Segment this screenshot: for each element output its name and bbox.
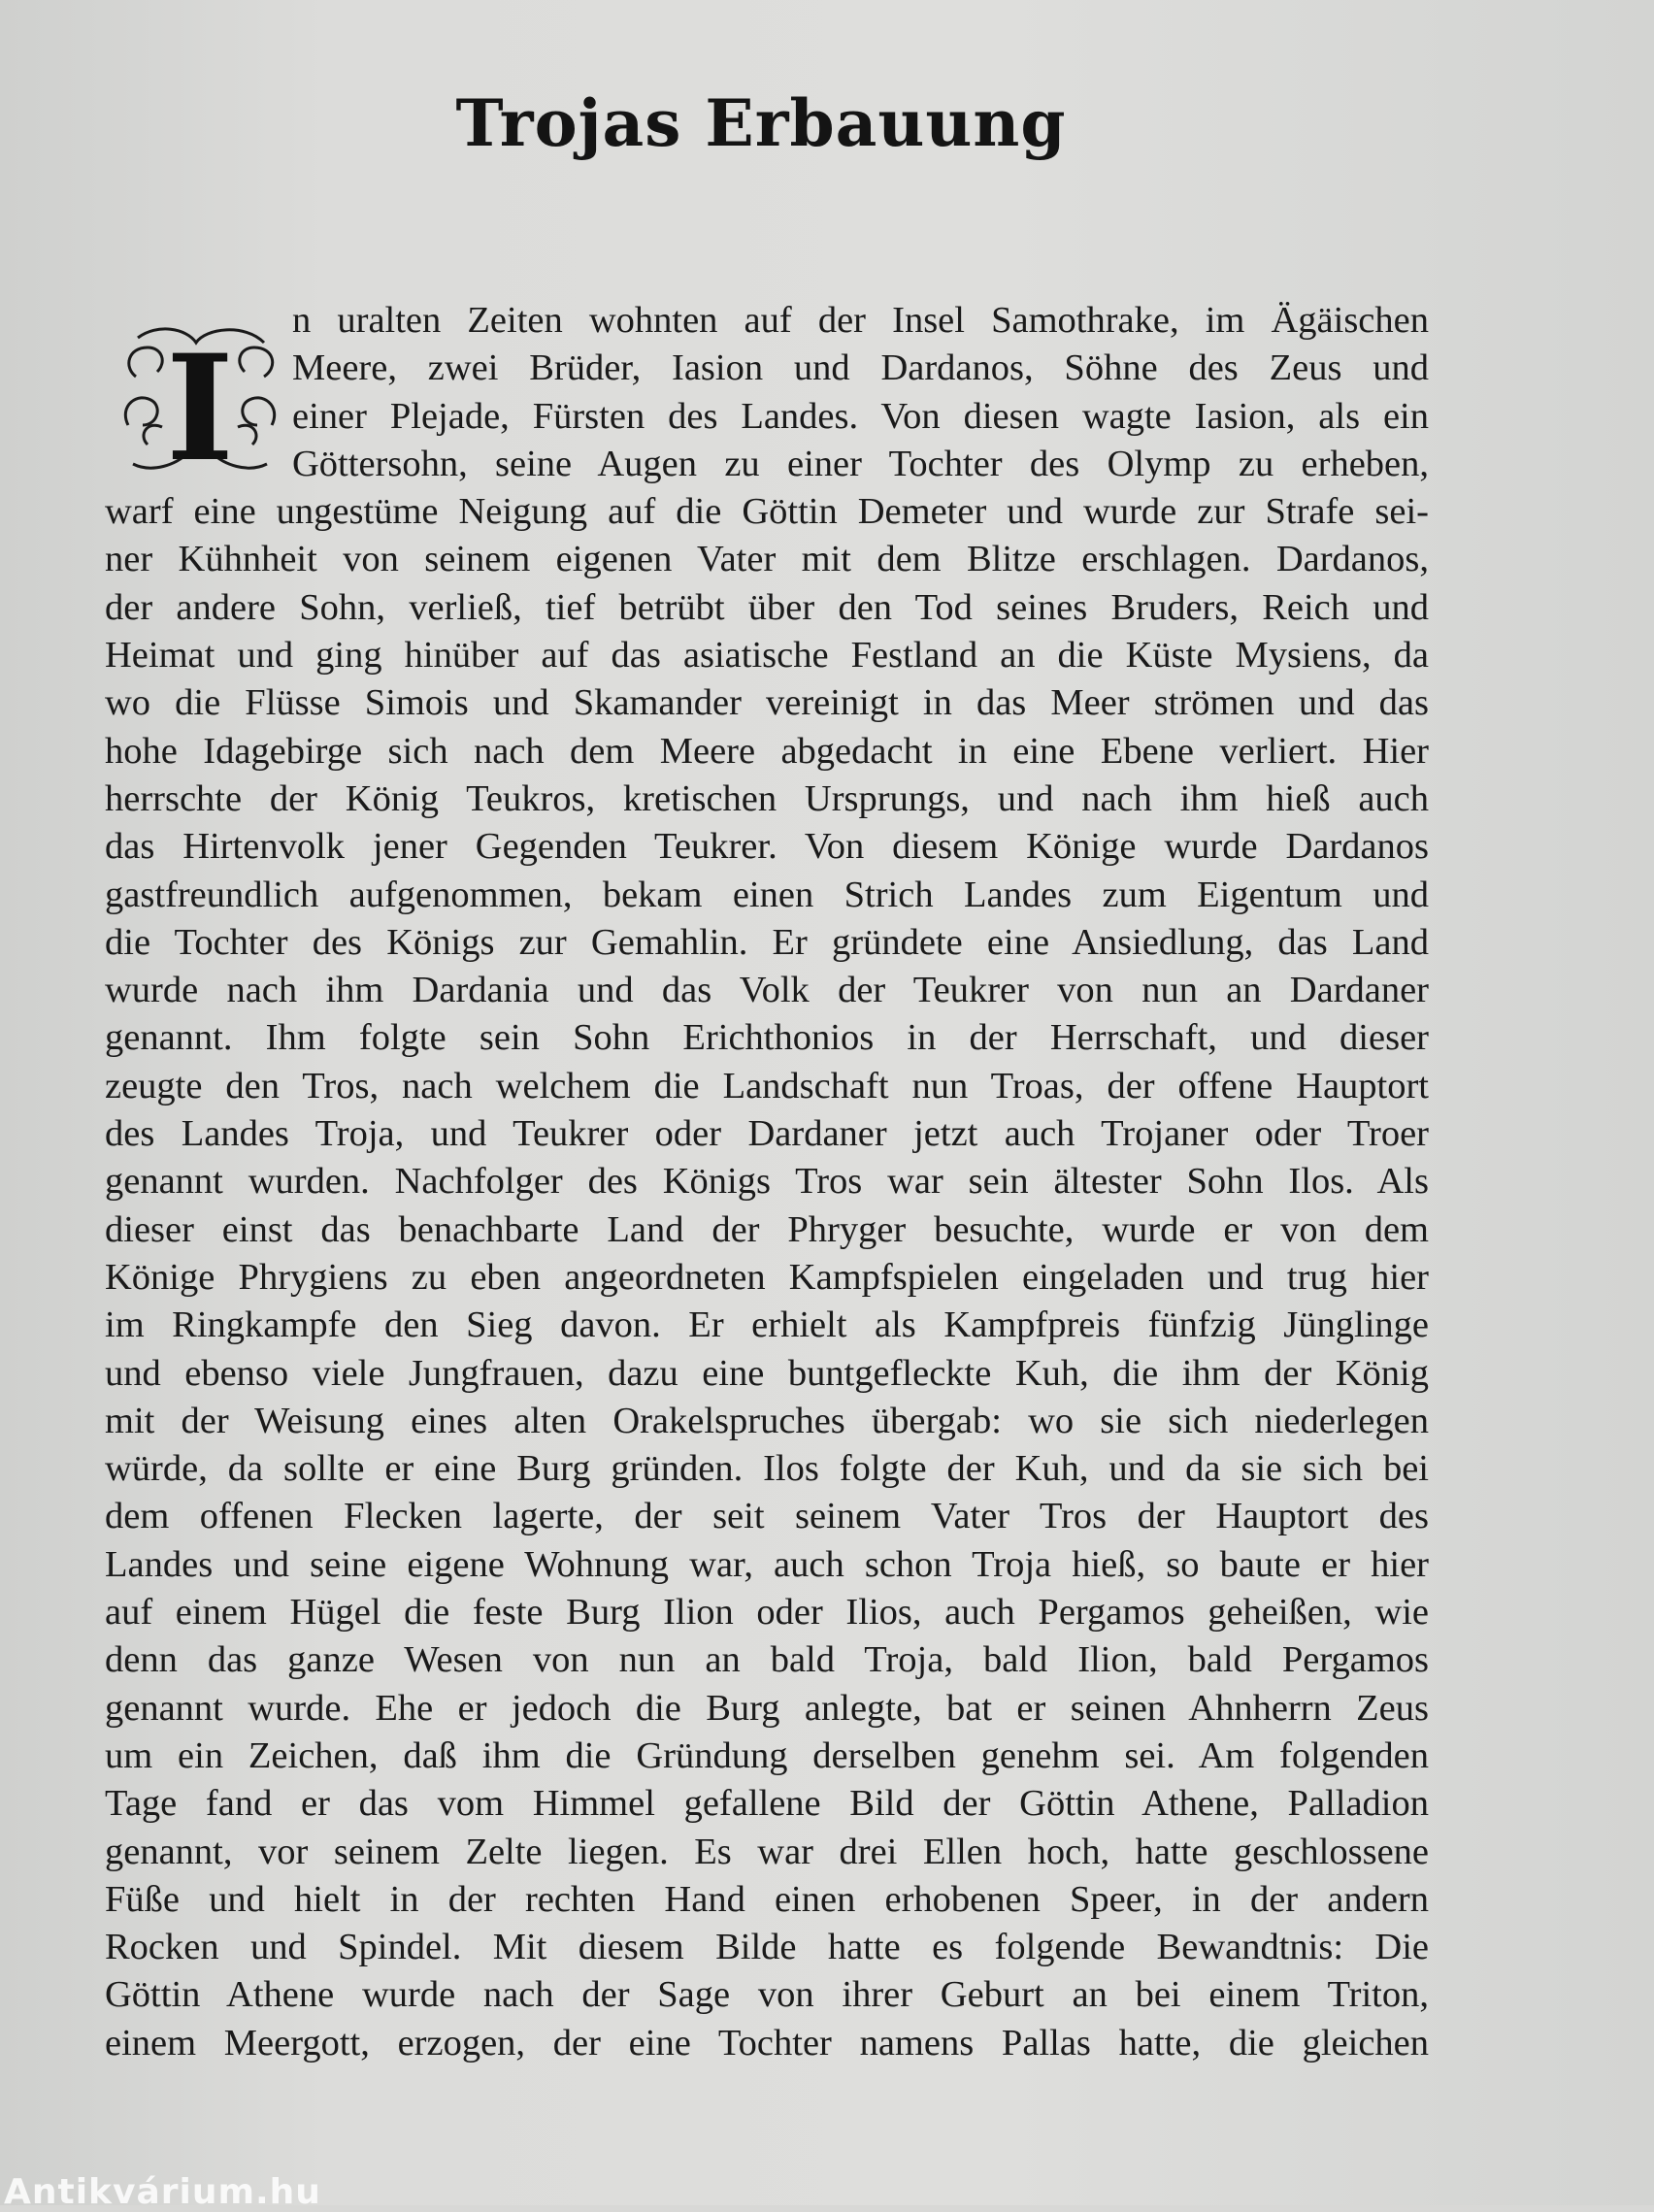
body-text [105, 297, 1429, 2067]
text-line: und ebenso viele Jungfrauen, dazu eine buntgefleckte Kuh, die ihm der König [105, 1352, 1429, 1394]
text-line: Heimat und ging hinüber auf das asiatische Festland an die Küste Mysiens, da [105, 635, 1429, 677]
text-line: Göttersohn, seine Augen zu einer Tochter des Olymp zu erheben, [292, 443, 1429, 484]
text-line: warf eine ungestüme Neigung auf die Göttin Demeter und wurde zur Strafe sei- [105, 491, 1429, 533]
text-line: Tage fand er das vom Himmel gefallene Bild der Göttin Athene, Palladion [105, 1783, 1429, 1825]
text-line: Füße und hielt in der rechten Hand einen erhobenen Speer, in der andern [105, 1878, 1429, 1920]
text-line: zeugte den Tros, nach welchem die Landschaft nun Troas, der offene Hauptort [105, 1065, 1429, 1106]
text-line: um ein Zeichen, daß ihm die Gründung derselben genehm sei. Am folgenden [105, 1734, 1429, 1776]
text-line: n uralten Zeiten wohnten auf der Insel Samothrake, im Ägäischen [292, 300, 1429, 341]
text-line: im Ringkampfe den Sieg davon. Er erhielt als Kampfpreis fünfzig Jünglinge [105, 1304, 1429, 1346]
text-line: genannt wurden. Nachfolger des Königs Tros war sein ältester Sohn Ilos. Als [105, 1161, 1429, 1203]
text-line: würde, da sollte er eine Burg gründen. Ilos folgte der Kuh, und da sie sich bei [105, 1448, 1429, 1490]
text-line: ner Kühnheit von seinem eigenen Vater mit dem Blitze erschlagen. Dardanos, [105, 539, 1429, 580]
text-line: Landes und seine eigene Wohnung war, auch schon Troja hieß, so baute er hier [105, 1543, 1429, 1585]
text-line: das Hirtenvolk jener Gegenden Teukrer. Von diesem Könige wurde Dardanos [105, 826, 1429, 868]
watermark-text: Antikvárium.hu [4, 2172, 321, 2212]
text-line: wo die Flüsse Simois und Skamander vereinigt in das Meer strömen und das [105, 682, 1429, 724]
text-line: des Landes Troja, und Teukrer oder Dardaner jetzt auch Trojaner oder Troer [105, 1113, 1429, 1155]
text-line: Könige Phrygiens zu eben angeordneten Kampfspielen eingeladen und trug hier [105, 1256, 1429, 1298]
text-line: auf einem Hügel die feste Burg Ilion oder Ilios, auch Pergamos geheißen, wie [105, 1592, 1429, 1634]
text-line: Meere, zwei Brüder, Iasion und Dardanos, Söhne des Zeus und [292, 347, 1429, 389]
page-title: Trojas Erbauung [455, 85, 1067, 161]
svg-text:I: I [165, 323, 235, 481]
text-line: herrschte der König Teukros, kretischen Ursprungs, und nach ihm hieß auch [105, 777, 1429, 819]
text-line: dem offenen Flecken lagerte, der seit seinem Vater Tros der Hauptort des [105, 1496, 1429, 1537]
text-line: dieser einst das benachbarte Land der Phryger besuchte, wurde er von dem [105, 1208, 1429, 1250]
text-line: einem Meergott, erzogen, der eine Tochter namens Pallas hatte, die gleichen [105, 2022, 1429, 2063]
text-line: denn das ganze Wesen von nun an bald Troja, bald Ilion, bald Pergamos [105, 1639, 1429, 1681]
text-line: Göttin Athene wurde nach der Sage von ihrer Geburt an bei einem Triton, [105, 1974, 1429, 2016]
text-line: wurde nach ihm Dardania und das Volk der Teukrer von nun an Dardaner [105, 970, 1429, 1011]
text-line: gastfreundlich aufgenommen, bekam einen Strich Landes zum Eigentum und [105, 874, 1429, 915]
text-line: genannt, vor seinem Zelte liegen. Es war drei Ellen hoch, hatte geschlossene [105, 1831, 1429, 1872]
text-line: der andere Sohn, verließ, tief betrübt über den Tod seines Bruders, Reich und [105, 586, 1429, 628]
text-line: Rocken und Spindel. Mit diesem Bilde hatte es folgende Bewandtnis: Die [105, 1927, 1429, 1968]
text-line: die Tochter des Königs zur Gemahlin. Er gründete eine Ansiedlung, das Land [105, 921, 1429, 963]
text-line: einer Plejade, Fürsten des Landes. Von diesen wagte Iasion, als ein [292, 395, 1429, 437]
text-line: mit der Weisung eines alten Orakelspruches übergab: wo sie sich niederlegen [105, 1400, 1429, 1441]
text-line: genannt. Ihm folgte sein Sohn Erichthonios in der Herrschaft, und dieser [105, 1017, 1429, 1059]
text-line: genannt wurde. Ehe er jedoch die Burg anlegte, bat er seinen Ahnherrn Zeus [105, 1687, 1429, 1729]
text-line: hohe Idagebirge sich nach dem Meere abgedacht in eine Ebene verliert. Hier [105, 730, 1429, 772]
